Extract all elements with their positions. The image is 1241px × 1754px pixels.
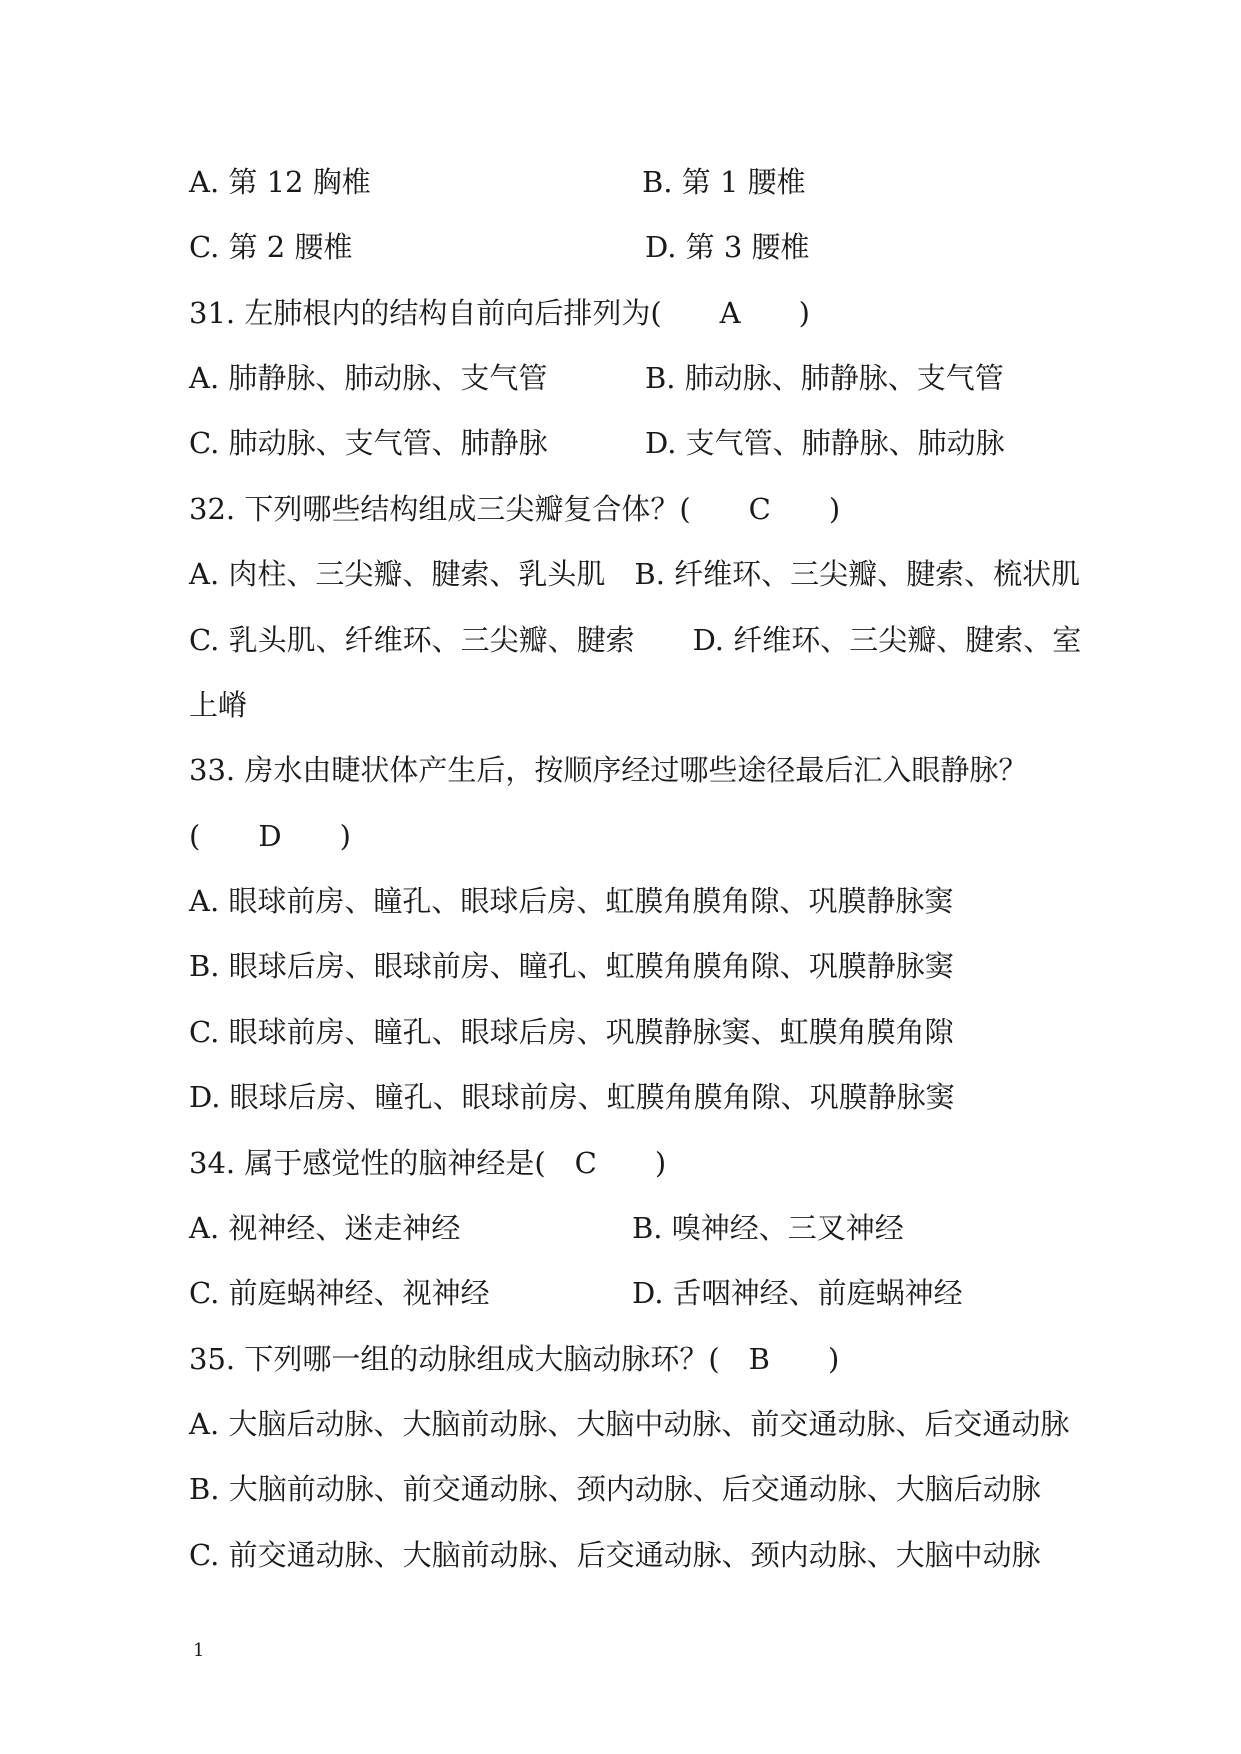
options-d-cont-q32: 上嵴 [189,688,248,722]
option-a-q33: A. 眼球前房、瞳孔、眼球后房、虹膜角膜角隙、巩膜静脉窦 [189,884,954,918]
question-31: 31. 左肺根内的结构自前向后排列为( A ) [189,296,810,330]
options-cd-q32: C. 乳头肌、纤维环、三尖瓣、腱索 D. 纤维环、三尖瓣、腱索、室 [189,623,1082,657]
option-d-q34: D. 舌咽神经、前庭蜗神经 [632,1276,963,1310]
option-b-q33: B. 眼球后房、眼球前房、瞳孔、虹膜角膜角隙、巩膜静脉窦 [189,949,954,983]
option-c-q30: C. 第 2 腰椎 [189,230,353,264]
options-ab-q32: A. 肉柱、三尖瓣、腱索、乳头肌 B. 纤维环、三尖瓣、腱索、梳状肌 [189,557,1081,591]
option-b-q35: B. 大脑前动脉、前交通动脉、颈内动脉、后交通动脉、大脑后动脉 [189,1472,1041,1506]
option-a-q30: A. 第 12 胸椎 [189,165,371,199]
question-33: 33. 房水由睫状体产生后，按顺序经过哪些途径最后汇入眼静脉？ [189,753,1028,787]
answer-q33: ( D ) [189,819,351,853]
option-b-q30: B. 第 1 腰椎 [642,165,806,199]
option-a-q35: A. 大脑后动脉、大脑前动脉、大脑中动脉、前交通动脉、后交通动脉 [189,1407,1070,1441]
options-ab-q31: A. 肺静脉、肺动脉、支气管 [189,361,548,395]
option-c-q35: C. 前交通动脉、大脑前动脉、后交通动脉、颈内动脉、大脑中动脉 [189,1538,1041,1572]
option-c-q31: C. 肺动脉、支气管、肺静脉 [189,426,548,460]
option-d-q31: D. 支气管、肺静脉、肺动脉 [645,426,1005,460]
option-c-q33: C. 眼球前房、瞳孔、眼球后房、巩膜静脉窦、虹膜角膜角隙 [189,1015,954,1049]
page-number: 1 [193,1640,205,1661]
question-34: 34. 属于感觉性的脑神经是( C ) [189,1146,667,1180]
option-b-q31: B. 肺动脉、肺静脉、支气管 [645,361,1004,395]
option-a-q34: A. 视神经、迷走神经 [189,1211,461,1245]
option-d-q30: D. 第 3 腰椎 [645,230,810,264]
option-b-q34: B. 嗅神经、三叉神经 [632,1211,904,1245]
question-32: 32. 下列哪些结构组成三尖瓣复合体？( C ) [189,492,841,526]
option-c-q34: C. 前庭蜗神经、视神经 [189,1276,490,1310]
question-35: 35. 下列哪一组的动脉组成大脑动脉环？( B ) [189,1342,840,1376]
option-d-q33: D. 眼球后房、瞳孔、眼球前房、虹膜角膜角隙、巩膜静脉窦 [189,1080,955,1114]
